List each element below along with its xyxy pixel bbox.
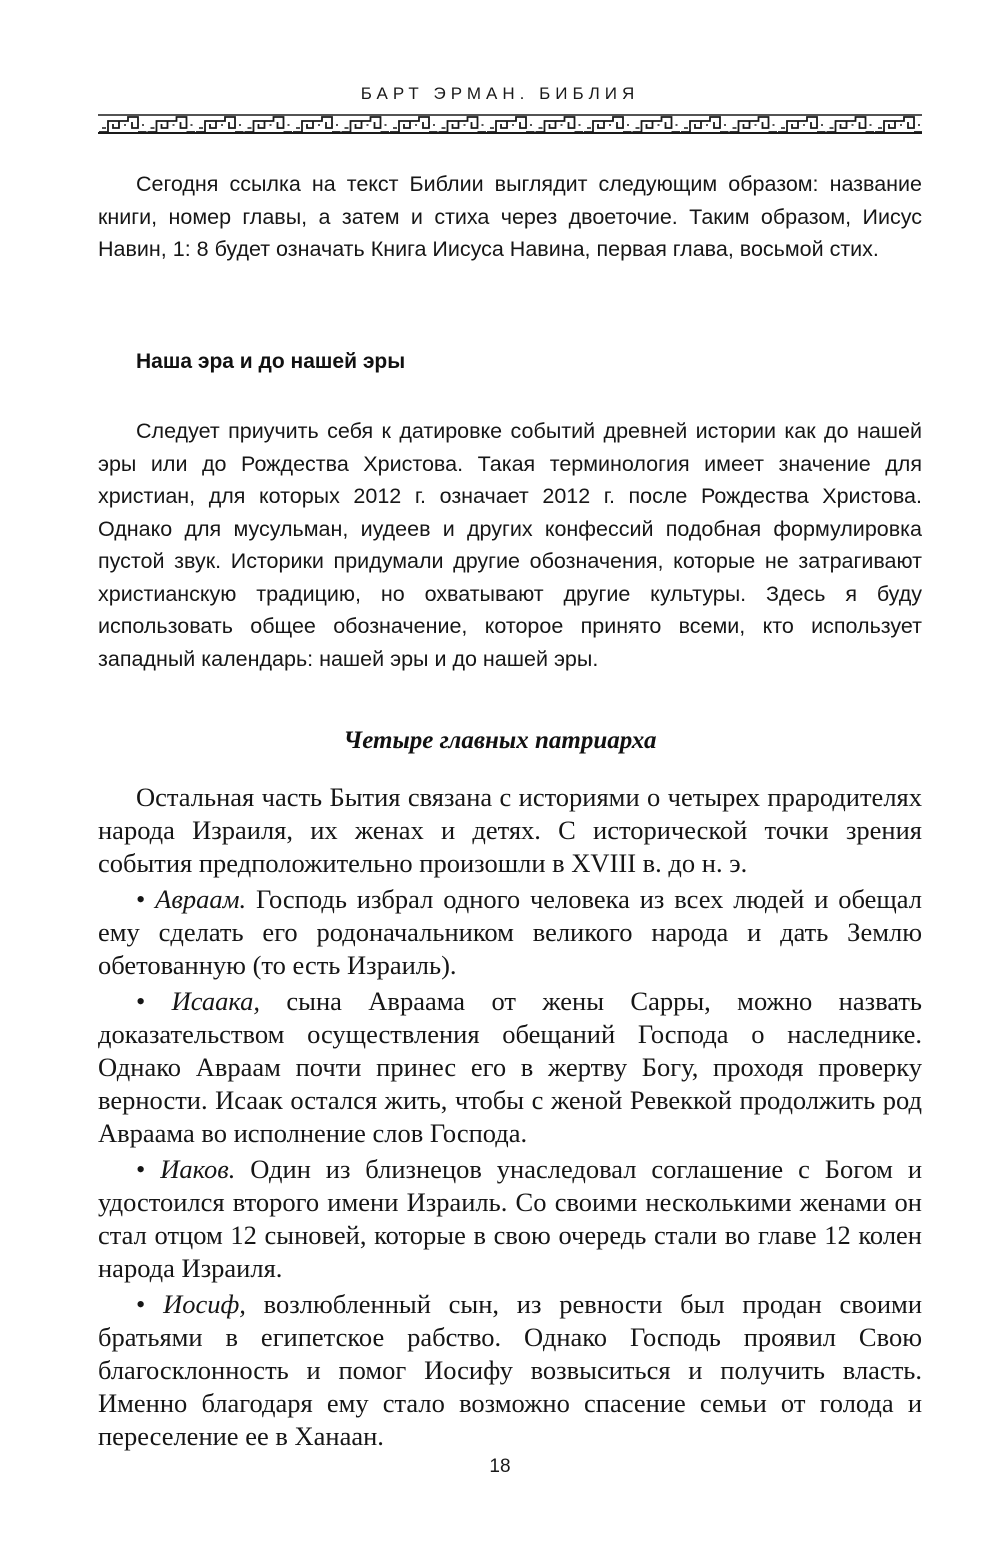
- section-patriarchs: [98, 781, 922, 1456]
- bullet-marker: •: [136, 986, 146, 1016]
- greek-key-ornament: [98, 113, 922, 135]
- paragraph: Сегодня ссылка на текст Библии выглядит следующим образом: название книги, номер главы, а затем и стиха через двоеточие. Таким образом, Иисус Навин, 1: 8 будет означать Книга Иисуса Навина, первая глава, восьмой стих.: [98, 172, 922, 261]
- patriarch-name: Авраам.: [155, 884, 247, 914]
- list-item-text: Господь избрал одного человека из всех людей и обещал ему сделать его родоначальником великого народа и дать Землю обетованную (то есть Израиль).: [98, 884, 923, 980]
- intro-paragraph: Остальная часть Бытия связана с историями о четырех прародителях народа Израиля, их женах и детях. С исторической точки зрения события предположительно произошли в XVIII в. до н. э.: [98, 782, 922, 878]
- patriarch-name: Исаака,: [171, 986, 260, 1016]
- running-header: БАРТ ЭРМАН. БИБЛИЯ: [360, 84, 640, 103]
- list-item: [98, 1288, 922, 1453]
- bullet-marker: •: [136, 1289, 146, 1319]
- section-heading: Наша эра и до нашей эры: [136, 350, 406, 373]
- patriarch-name: Иосиф,: [163, 1289, 246, 1319]
- bullet-marker: •: [136, 1154, 146, 1184]
- list-item: [98, 1153, 922, 1285]
- bullet-marker: •: [136, 884, 146, 914]
- page-number: 18: [489, 1456, 511, 1477]
- list-item-text: возлюбленный сын, из ревности был продан своими братьями в египетское рабство. Однако Господь проявил Свою благосклонность и помог Иосифу возвыситься и получить власть. Именно благодаря ему стало возможно спасение семьи от голода и переселение ее в Ханаан.: [98, 1289, 923, 1451]
- chapter-subheading: Четыре главных патриарха: [343, 727, 657, 754]
- section-era-terms: [98, 415, 922, 675]
- patriarch-name: Иаков.: [160, 1154, 236, 1184]
- paragraph: Следует приучить себя к датировке событий древней истории как до нашей эры или до Рождества Христова. Такая терминология имеет значение для христиан, для которых 2012 г. означает 2012 г. после Рождества Христова. Однако для мусульман, иудеев и других конфессий подобная формулировка пустой звук. Историки придумали другие обозначения, которые не затрагивают христианскую традицию, но охватывают другие культуры. Здесь я буду использовать общее обозначение, которое принято всеми, кто использует западный календарь: нашей эры и до нашей эры.: [98, 419, 922, 671]
- list-item-text: сына Авраама от жены Сарры, можно назвать доказательством осуществления обещаний Господа о наследнике. Однако Авраам почти принес его в жертву Богу, проходя проверку верности. Исаак остался жить, чтобы с женой Ревеккой продолжить род Авраама во исполнение слов Господа.: [98, 986, 922, 1148]
- list-item: [98, 985, 922, 1150]
- list-item-text: Один из близнецов унаследовал соглашение с Богом и удостоился второго имени Израиль. Со своими несколькими женами он стал отцом 12 сыновей, которые в свою очередь стали во главе 12 колен народа Израиля.: [98, 1154, 923, 1283]
- section-citation-format: [98, 168, 922, 266]
- list-item: [98, 883, 922, 982]
